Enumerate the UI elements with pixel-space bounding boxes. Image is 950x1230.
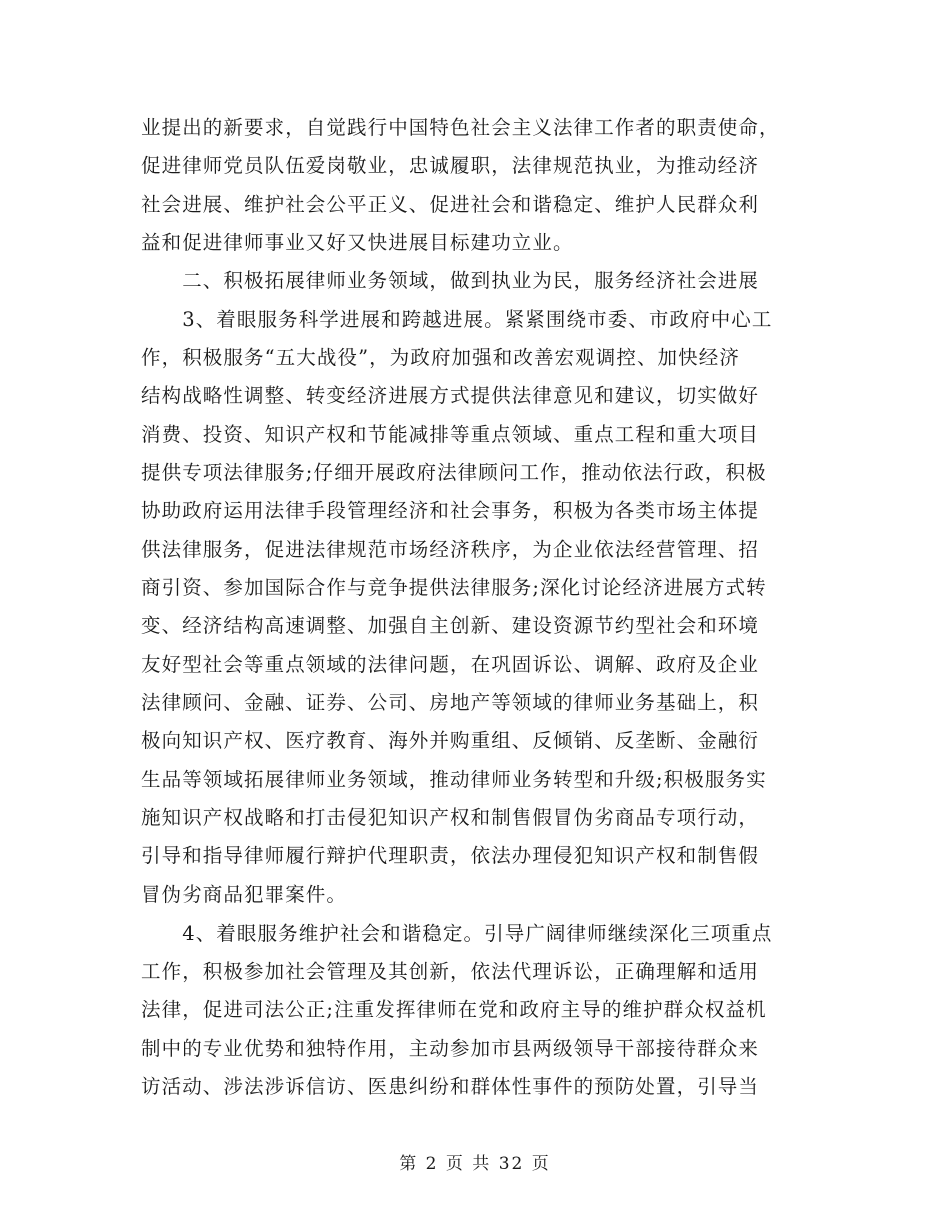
body-text-line: 法律顾问、金融、证券、公司、房地产等领域的律师业务基础上，积 xyxy=(141,691,760,714)
body-text-line: 结构战略性调整、转变经济进展方式提供法律意见和建议，切实做好 xyxy=(141,384,760,407)
body-text-line: 3、着眼服务科学进展和跨越进展。紧紧围绕市委、市政府中心工 xyxy=(141,308,773,331)
body-text-line: 消费、投资、知识产权和节能减排等重点领域、重点工程和重大项目 xyxy=(141,423,760,446)
body-text-line: 生品等领域拓展律师业务领域，推动律师业务转型和升级;积极服务实 xyxy=(141,768,767,791)
body-text-line: 友好型社会等重点领域的法律问题，在巩固诉讼、调解、政府及企业 xyxy=(141,653,760,676)
body-text-line: 冒伪劣商品犯罪案件。 xyxy=(141,883,348,906)
body-text-line: 业提出的新要求，自觉践行中国特色社会主义法律工作者的职责使命， xyxy=(141,116,780,139)
body-text-line: 4、着眼服务维护社会和谐稳定。引导广阔律师继续深化三项重点 xyxy=(141,922,773,945)
body-text-line: 引导和指导律师履行辩护代理职责，依法办理侵犯知识产权和制售假 xyxy=(141,844,760,867)
body-text-line: 工作，积极参加社会管理及其创新，依法代理诉讼，正确理解和适用 xyxy=(141,960,760,983)
body-text-line: 施知识产权战略和打击侵犯知识产权和制售假冒伪劣商品专项行动， xyxy=(141,806,760,829)
body-text-line: 极向知识产权、医疗教育、海外并购重组、反倾销、反垄断、金融衍 xyxy=(141,729,760,752)
body-text-line: 供法律服务，促进法律规范市场经济秩序，为企业依法经营管理、招 xyxy=(141,538,760,561)
body-text-line: 商引资、参加国际合作与竞争提供法律服务;深化讨论经济进展方式转 xyxy=(141,576,767,599)
body-text-line: 变、经济结构高速调整、加强自主创新、建设资源节约型社会和环境 xyxy=(141,614,760,637)
body-text-line: 协助政府运用法律手段管理经济和社会事务，积极为各类市场主体提 xyxy=(141,499,760,522)
body-text-line: 提供专项法律服务;仔细开展政府法律顾问工作，推动依法行政，积极 xyxy=(141,461,767,484)
page-footer xyxy=(0,1152,950,1176)
body-text-line: 益和促进律师事业又好又快进展目标建功立业。 xyxy=(141,231,574,254)
section-heading: 二、积极拓展律师业务领域，做到执业为民，服务经济社会进展 xyxy=(141,269,760,292)
body-text-line: 社会进展、维护社会公平正义、促进社会和谐稳定、维护人民群众利 xyxy=(141,193,760,216)
body-text-line: 制中的专业优势和独特作用，主动参加市县两级领导干部接待群众来 xyxy=(141,1037,760,1060)
page-number-label: 第 2 页 共 32 页 xyxy=(399,1154,551,1174)
body-text-line: 法律，促进司法公正;注重发挥律师在党和政府主导的维护群众权益机 xyxy=(141,998,767,1021)
body-text-line: 访活动、涉法涉诉信访、医患纠纷和群体性事件的预防处置，引导当 xyxy=(141,1075,760,1098)
body-text-line: 促进律师党员队伍爱岗敬业，忠诚履职，法律规范执业，为推动经济 xyxy=(141,154,760,177)
body-text-line: 作，积极服务“五大战役”，为政府加强和改善宏观调控、加快经济 xyxy=(141,346,740,369)
